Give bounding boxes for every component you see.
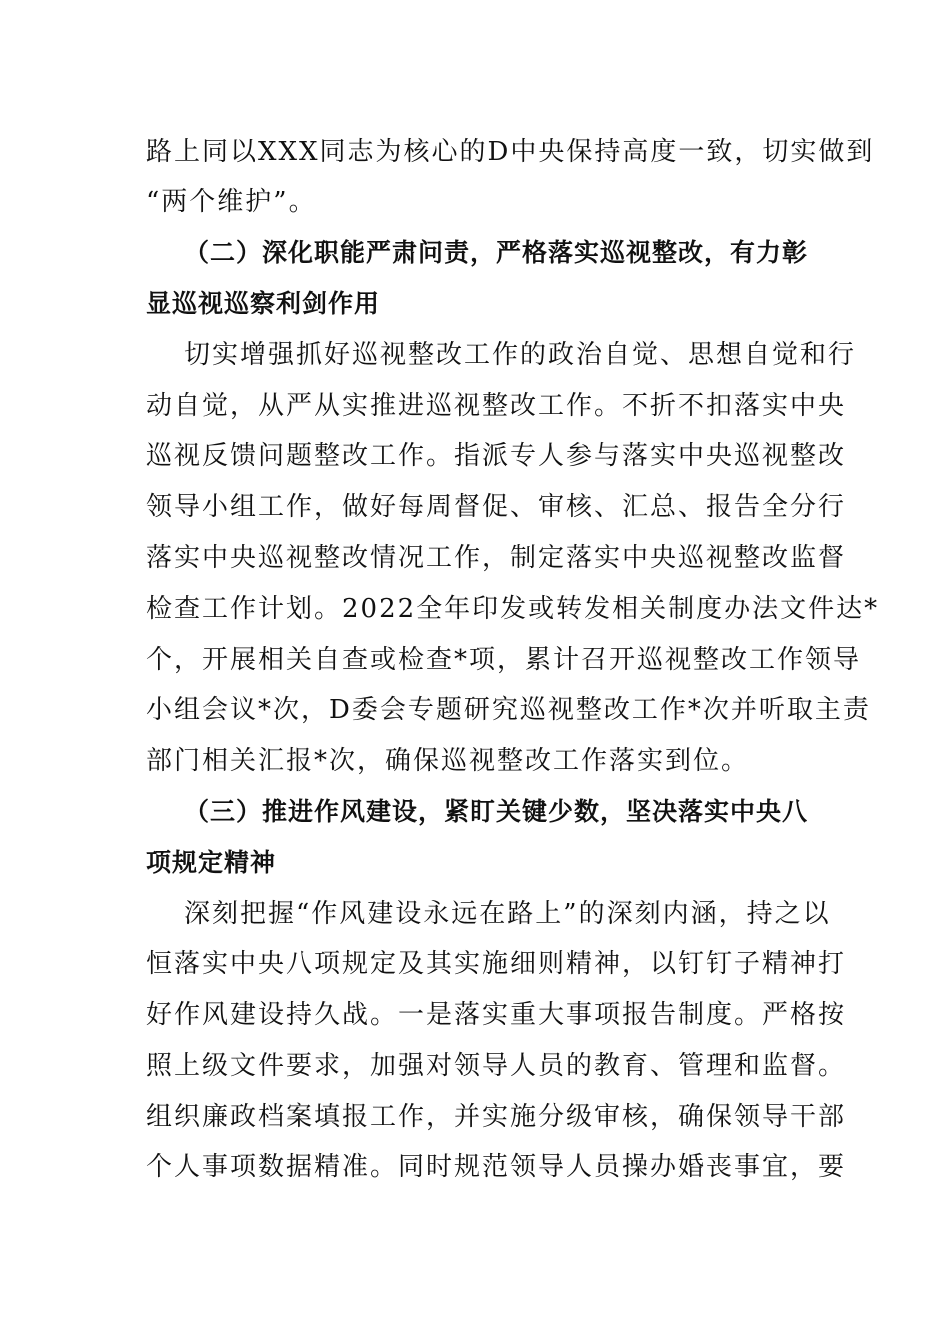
body-text-line: 小组会议*次，D委会专题研究巡视整改工作*次并听取主责 (146, 695, 871, 725)
body-text-line: 巡视反馈问题整改工作。指派专人参与落实中央巡视整改 (146, 441, 847, 471)
section-heading-line: 项规定精神 (146, 848, 277, 877)
section-heading-line: 显巡视巡察利剑作用 (146, 289, 381, 318)
body-text-line: 深刻把握“作风建设永远在路上”的深刻内涵，持之以 (184, 899, 831, 929)
body-text-line: 检查工作计划。2022全年印发或转发相关制度办法文件达* (146, 594, 880, 624)
body-text-line: “两个维护”。 (146, 187, 317, 217)
body-text-line: 路上同以XXX同志为核心的D中央保持高度一致，切实做到 (146, 137, 875, 167)
body-text-line: 领导小组工作，做好每周督促、审核、汇总、报告全分行 (146, 492, 847, 522)
section-heading-line: （二）深化职能严肃问责，严格落实巡视整改，有力彰 (184, 238, 809, 267)
body-text-line: 部门相关汇报*次，确保巡视整改工作落实到位。 (146, 746, 750, 776)
body-text-line: 个人事项数据精准。同时规范领导人员操办婚丧事宜，要 (146, 1152, 847, 1182)
body-text-line: 照上级文件要求，加强对领导人员的教育、管理和监督。 (146, 1051, 847, 1081)
body-text-line: 动自觉，从严从实推进巡视整改工作。不折不扣落实中央 (146, 391, 847, 421)
body-text-line: 落实中央巡视整改情况工作，制定落实中央巡视整改监督 (146, 543, 847, 573)
section-heading-line: （三）推进作风建设，紧盯关键少数，坚决落实中央八 (184, 797, 809, 826)
body-text-line: 好作风建设持久战。一是落实重大事项报告制度。严格按 (146, 1000, 847, 1030)
body-text-line: 恒落实中央八项规定及其实施细则精神，以钉钉子精神打 (146, 949, 847, 979)
body-text-line: 个，开展相关自查或检查*项，累计召开巡视整改工作领导 (146, 645, 862, 675)
body-text-line: 切实增强抓好巡视整改工作的政治自觉、思想自觉和行 (184, 340, 857, 370)
body-text-line: 组织廉政档案填报工作，并实施分级审核，确保领导干部 (146, 1102, 847, 1132)
